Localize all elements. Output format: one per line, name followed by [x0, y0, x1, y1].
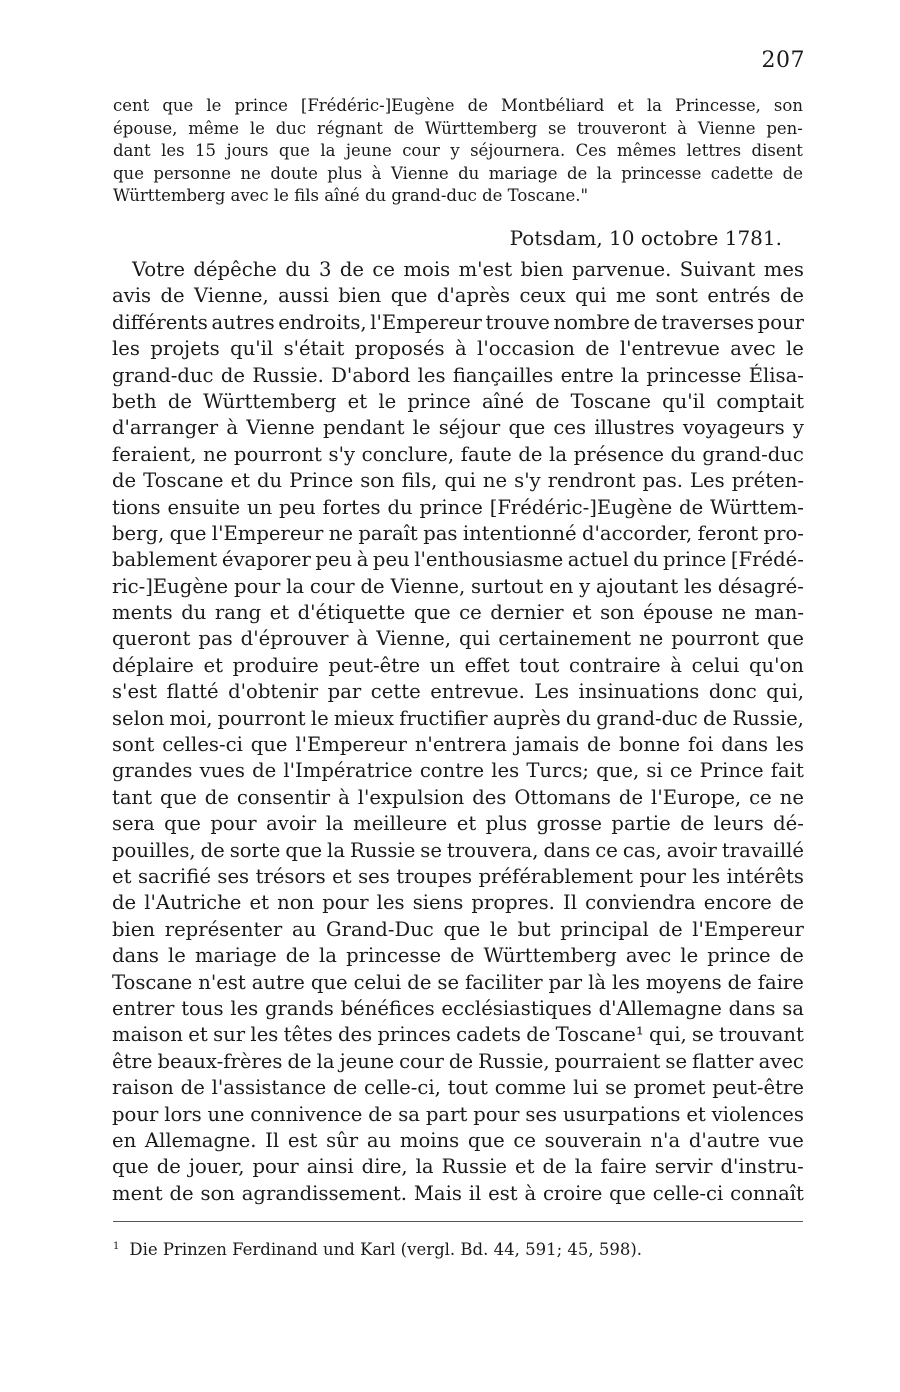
- body-line: feraient, ne pourront s'y conclure, faute de la présence du grand-duc: [112, 442, 804, 466]
- footnote-divider: [113, 1221, 803, 1222]
- body-line: de Toscane et du Prince son fils, qui ne s'y rendront pas. Les préten-: [112, 469, 804, 493]
- body-line: de l'Autriche et non pour les siens propres. Il conviendra encore de: [112, 891, 804, 915]
- body-line: les projets qu'il s'était proposés à l'occasion de l'entrevue avec le: [112, 337, 804, 361]
- body-line: Toscane n'est autre que celui de se faciliter par là les moyens de faire: [112, 970, 804, 994]
- body-line: ment de son agrandissement. Mais il est à croire que celle-ci connaît: [112, 1181, 804, 1205]
- dateline: Potsdam, 10 octobre 1781.: [509, 226, 782, 250]
- body-line: pour lors une connivence de sa part pour ses usurpations et violences: [112, 1102, 804, 1126]
- body-line: dans le mariage de la princesse de Württemberg avec le prince de: [112, 944, 804, 968]
- body-line: et sacrifié ses trésors et ses troupes préférablement pour les intérêts: [112, 864, 804, 888]
- quoted-passage: [113, 95, 803, 208]
- body-line: être beaux-frères de la jeune cour de Russie, pourraient se flatter avec: [112, 1049, 804, 1073]
- body-line: grand-duc de Russie. D'abord les fiançailles entre la princesse Élisa-: [112, 363, 804, 387]
- letter-body: [112, 257, 804, 1207]
- quote-line: cent que le prince [Frédéric-]Eugène de Montbéliard et la Princesse, son: [113, 96, 803, 115]
- body-line: sera que pour avoir la meilleure et plus grosse partie de leurs dé-: [112, 812, 804, 836]
- footnote-text: Die Prinzen Ferdinand und Karl (vergl. Bd. 44, 591; 45, 598).: [129, 1240, 643, 1259]
- body-line: en Allemagne. Il est sûr au moins que ce souverain n'a d'autre vue: [112, 1128, 804, 1152]
- page-number: 207: [761, 48, 805, 73]
- body-line: grandes vues de l'Impératrice contre les Turcs; que, si ce Prince fait: [112, 759, 804, 783]
- body-line: selon moi, pourront le mieux fructifier auprès du grand-duc de Russie,: [112, 706, 804, 730]
- body-line: avis de Vienne, aussi bien que d'après ceux qui me sont entrés de: [112, 284, 804, 308]
- body-line: pouilles, de sorte que la Russie se trouvera, dans ce cas, avoir travaillé: [112, 838, 804, 862]
- body-line: tions ensuite un peu fortes du prince [Frédéric-]Eugène de Württem-: [112, 495, 804, 519]
- body-line: ments du rang et d'étiquette que ce dernier et son épouse ne man-: [112, 601, 804, 625]
- body-line: beth de Württemberg et le prince aîné de Toscane qu'il comptait: [112, 389, 804, 413]
- body-line: Votre dépêche du 3 de ce mois m'est bien parvenue. Suivant mes: [132, 258, 804, 281]
- footnote-marker: 1: [113, 1241, 120, 1252]
- body-line: que de jouer, pour ainsi dire, la Russie et de la faire servir d'instru-: [112, 1155, 804, 1179]
- body-line: sont celles-ci que l'Empereur n'entrera jamais de bonne foi dans les: [112, 733, 804, 757]
- body-line: ric-]Eugène pour la cour de Vienne, surtout en y ajoutant les désagré-: [112, 574, 804, 598]
- body-line: maison et sur les têtes des princes cadets de Toscane¹ qui, se trouvant: [112, 1023, 804, 1047]
- body-line: d'arranger à Vienne pendant le séjour que ces illustres voyageurs y: [112, 416, 804, 440]
- body-line: raison de l'assistance de celle-ci, tout comme lui se promet peut-être: [112, 1076, 804, 1100]
- body-line: déplaire et produire peut-être un effet tout contraire à celui qu'on: [112, 653, 804, 677]
- body-line: bablement évaporer peu à peu l'enthousiasme actuel du prince [Frédé-: [112, 548, 804, 572]
- quote-line: Württemberg avec le fils aîné du grand-duc de Toscane.": [113, 186, 589, 206]
- body-line: différents autres endroits, l'Empereur trouve nombre de traverses pour: [112, 310, 804, 334]
- body-line: entrer tous les grands bénéfices ecclésiastiques d'Allemagne dans sa: [112, 996, 804, 1020]
- quote-line: épouse, même le duc régnant de Württemberg se trouveront à Vienne pen-: [113, 118, 803, 138]
- body-line: bien représenter au Grand-Duc que le but principal de l'Empereur: [112, 917, 804, 941]
- body-line: queront pas d'éprouver à Vienne, qui certainement ne pourront que: [112, 627, 804, 651]
- quote-line: que personne ne doute plus à Vienne du mariage de la princesse cadette de: [113, 163, 803, 183]
- body-line: berg, que l'Empereur ne paraît pas intentionné d'accorder, feront pro-: [112, 521, 804, 545]
- body-line: tant que de consentir à l'expulsion des Ottomans de l'Europe, ce ne: [112, 785, 804, 809]
- footnote: [113, 1240, 803, 1259]
- body-line: s'est flatté d'obtenir par cette entrevue. Les insinuations donc qui,: [112, 680, 804, 704]
- quote-line: dant les 15 jours que la jeune cour y séjournera. Ces mêmes lettres disent: [113, 141, 803, 161]
